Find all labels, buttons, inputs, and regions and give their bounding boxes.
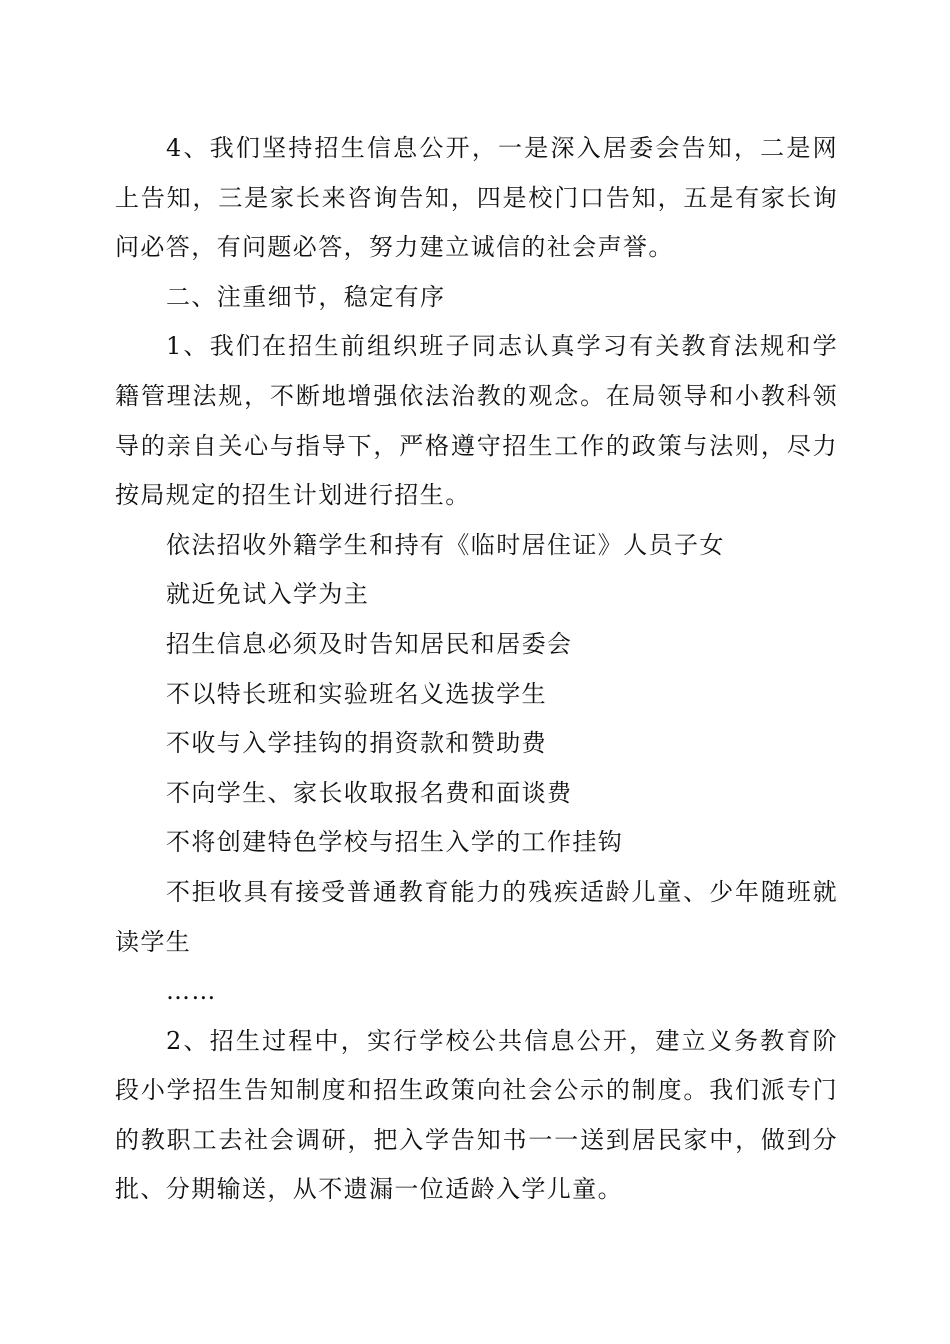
paragraph-enrollment-process: 2、招生过程中，实行学校公共信息公开，建立义务教育阶段小学招生告知制度和招生政策向社会公示的制度。我们派专门的教职工去社会调研，把入学告知书一一送到居民家中，做到分批、分期输送，从不遗漏一位适龄入学儿童。 [115, 1026, 838, 1204]
list-item: 不收与入学挂钩的捐资款和赞助费 [166, 729, 547, 758]
section-heading: 二、注重细节，稳定有序 [166, 282, 446, 311]
list-item: 就近免试入学为主 [166, 580, 370, 609]
paragraph-info-disclosure: 4、我们坚持招生信息公开，一是深入居委会告知，二是网上告知，三是家长来咨询告知，四是校门口告知，五是有家长询问必答，有问题必答，努力建立诚信的社会声誉。 [115, 134, 838, 262]
list-item: 依法招收外籍学生和持有《临时居住证》人员子女 [166, 530, 725, 559]
list-item: 不拒收具有接受普通教育能力的残疾适龄儿童、少年随班就读学生 [115, 877, 838, 956]
paragraph-study-regulations: 1、我们在招生前组织班子同志认真学习有关教育法规和学籍管理法规，不断地增强依法治教的观念。在局领导和小教科领导的亲自关心与指导下，严格遵守招生工作的政策与法则，尽力按局规定的招生计划进行招生。 [115, 332, 838, 510]
list-item: 不向学生、家长收取报名费和面谈费 [166, 778, 573, 807]
ellipsis-line: …… [166, 977, 217, 1006]
list-item: 不以特长班和实验班名义选拔学生 [166, 679, 547, 708]
list-item: 招生信息必须及时告知居民和居委会 [166, 629, 573, 658]
list-item: 不将创建特色学校与招生入学的工作挂钩 [166, 828, 624, 857]
